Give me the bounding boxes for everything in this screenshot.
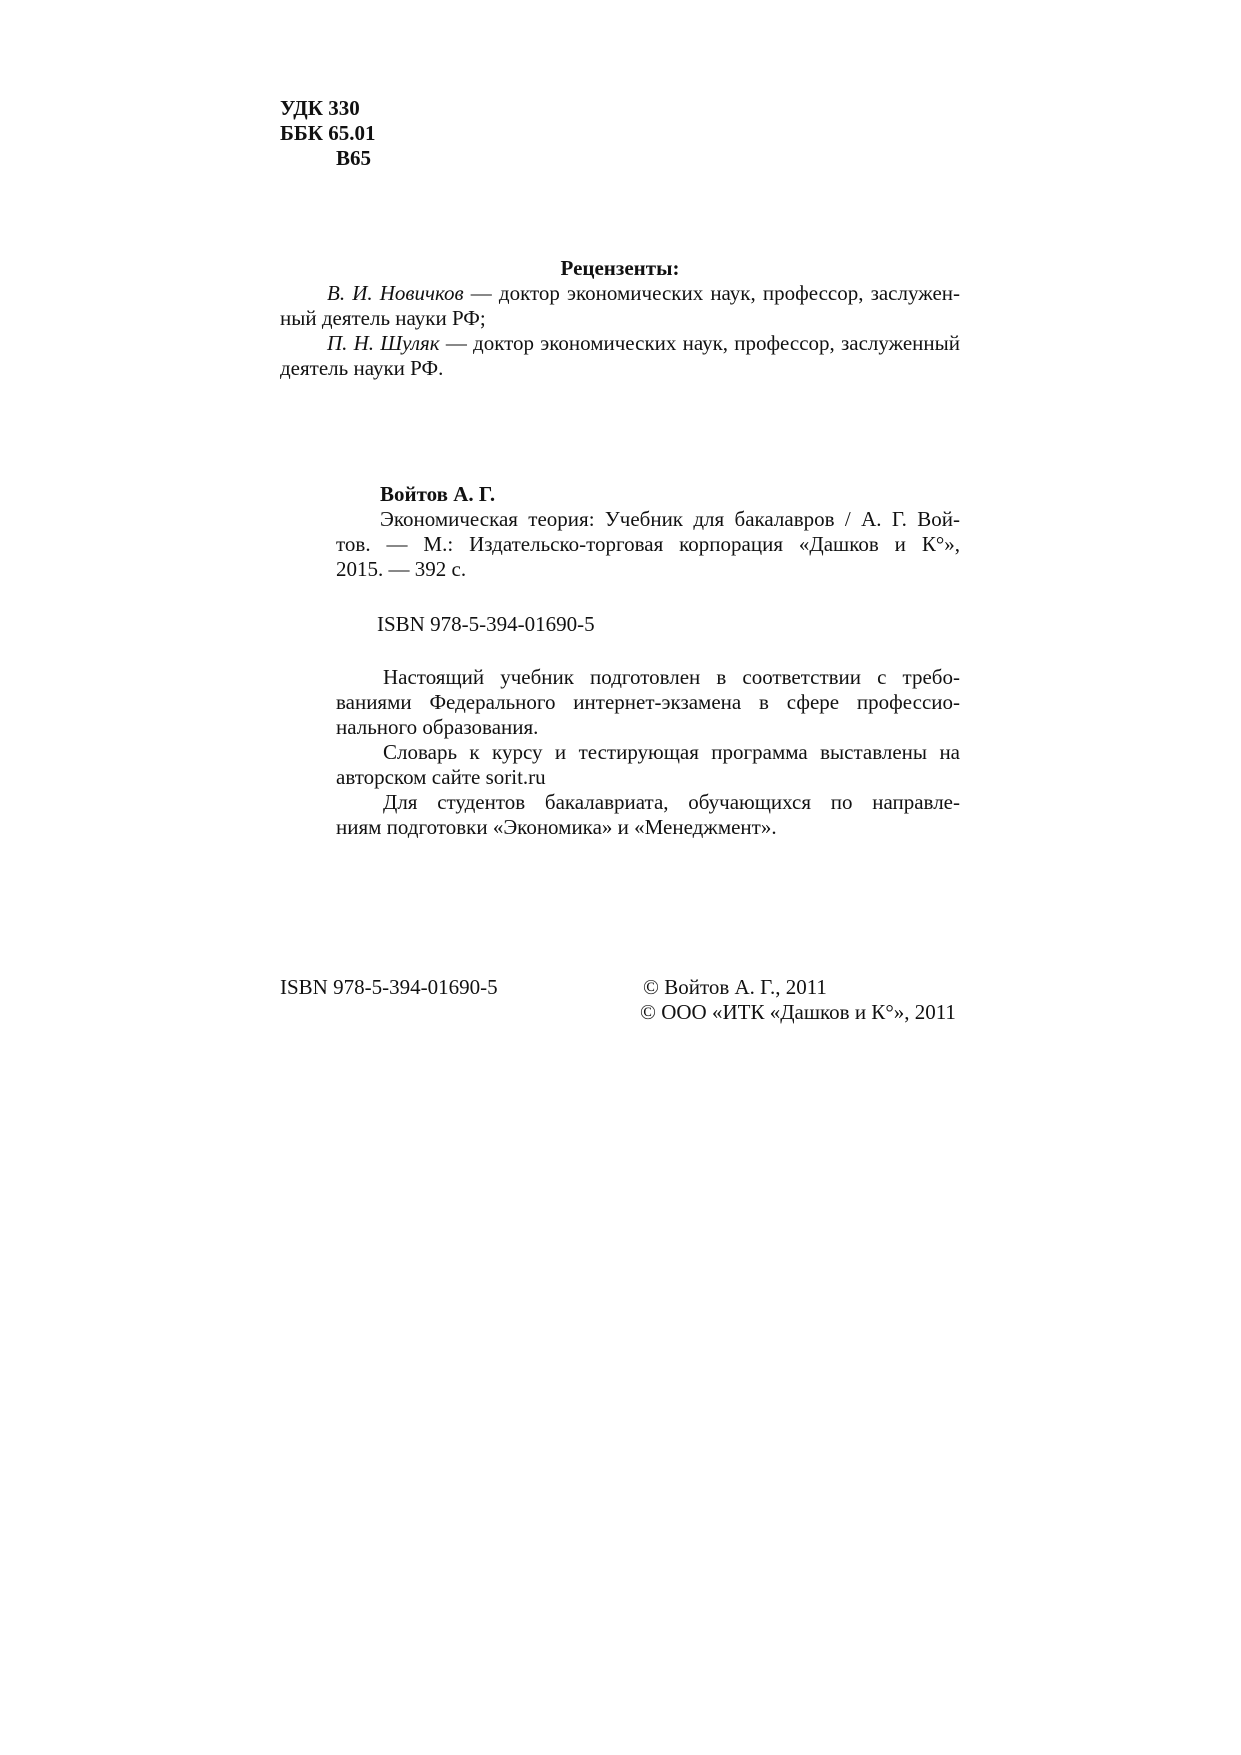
reviewer-2-line-2: деятель науки РФ. <box>280 356 444 380</box>
copyright-publisher: © ООО «ИТК «Дашков и К°», 2011 <box>640 1000 956 1024</box>
reviewer-2-desc: — доктор экономических наук, профессор, заслуженный <box>439 331 960 355</box>
annotation-line-3: нального образования. <box>336 715 539 739</box>
annotation-block <box>336 665 960 840</box>
reviewer-1-name: В. И. Новичков <box>327 281 464 305</box>
reviewer-2-line-1 <box>280 331 960 356</box>
record-line-2: тов. — М.: Издательско-торговая корпорация «Дашков и К°», <box>336 532 960 556</box>
isbn-record: ISBN 978-5-394-01690-5 <box>377 612 595 636</box>
isbn-footer: ISBN 978-5-394-01690-5 <box>280 975 498 999</box>
annotation-line-7: ниям подготовки «Экономика» и «Менеджмент». <box>336 815 777 839</box>
reviewer-1-line-1 <box>280 281 960 306</box>
annotation-line-6: Для студентов бакалавриата, обучающихся по направле- <box>383 790 960 814</box>
reviewers-title: Рецензенты: <box>560 256 680 280</box>
record-line-1: Экономическая теория: Учебник для бакалавров / А. Г. Вой- <box>380 507 960 531</box>
record-author: Войтов А. Г. <box>380 482 496 506</box>
annotation-line-1: Настоящий учебник подготовлен в соответствии с требо- <box>383 665 960 689</box>
annotation-line-5: авторском сайте sorit.ru <box>336 765 546 789</box>
reviewer-1-desc: — доктор экономических наук, профессор, заслужен- <box>463 281 960 305</box>
udk-code: УДК 330 <box>280 96 360 120</box>
reviewers-block <box>280 256 960 381</box>
reviewer-2-name: П. Н. Шуляк <box>327 331 440 355</box>
classification-codes <box>280 96 376 171</box>
record-line-3: 2015. — 392 с. <box>336 557 467 581</box>
reviewer-1-line-2: ный деятель науки РФ; <box>280 306 486 330</box>
copyright-block <box>640 975 956 1025</box>
author-mark: В65 <box>336 146 372 170</box>
bbk-code: ББК 65.01 <box>280 121 376 145</box>
annotation-line-4: Словарь к курсу и тестирующая программа выставлены на <box>383 740 960 764</box>
bibliographic-record <box>336 482 960 582</box>
annotation-line-2: ваниями Федерального интернет-экзамена в сфере профессио- <box>336 690 960 714</box>
copyright-author: © Войтов А. Г., 2011 <box>643 975 827 999</box>
